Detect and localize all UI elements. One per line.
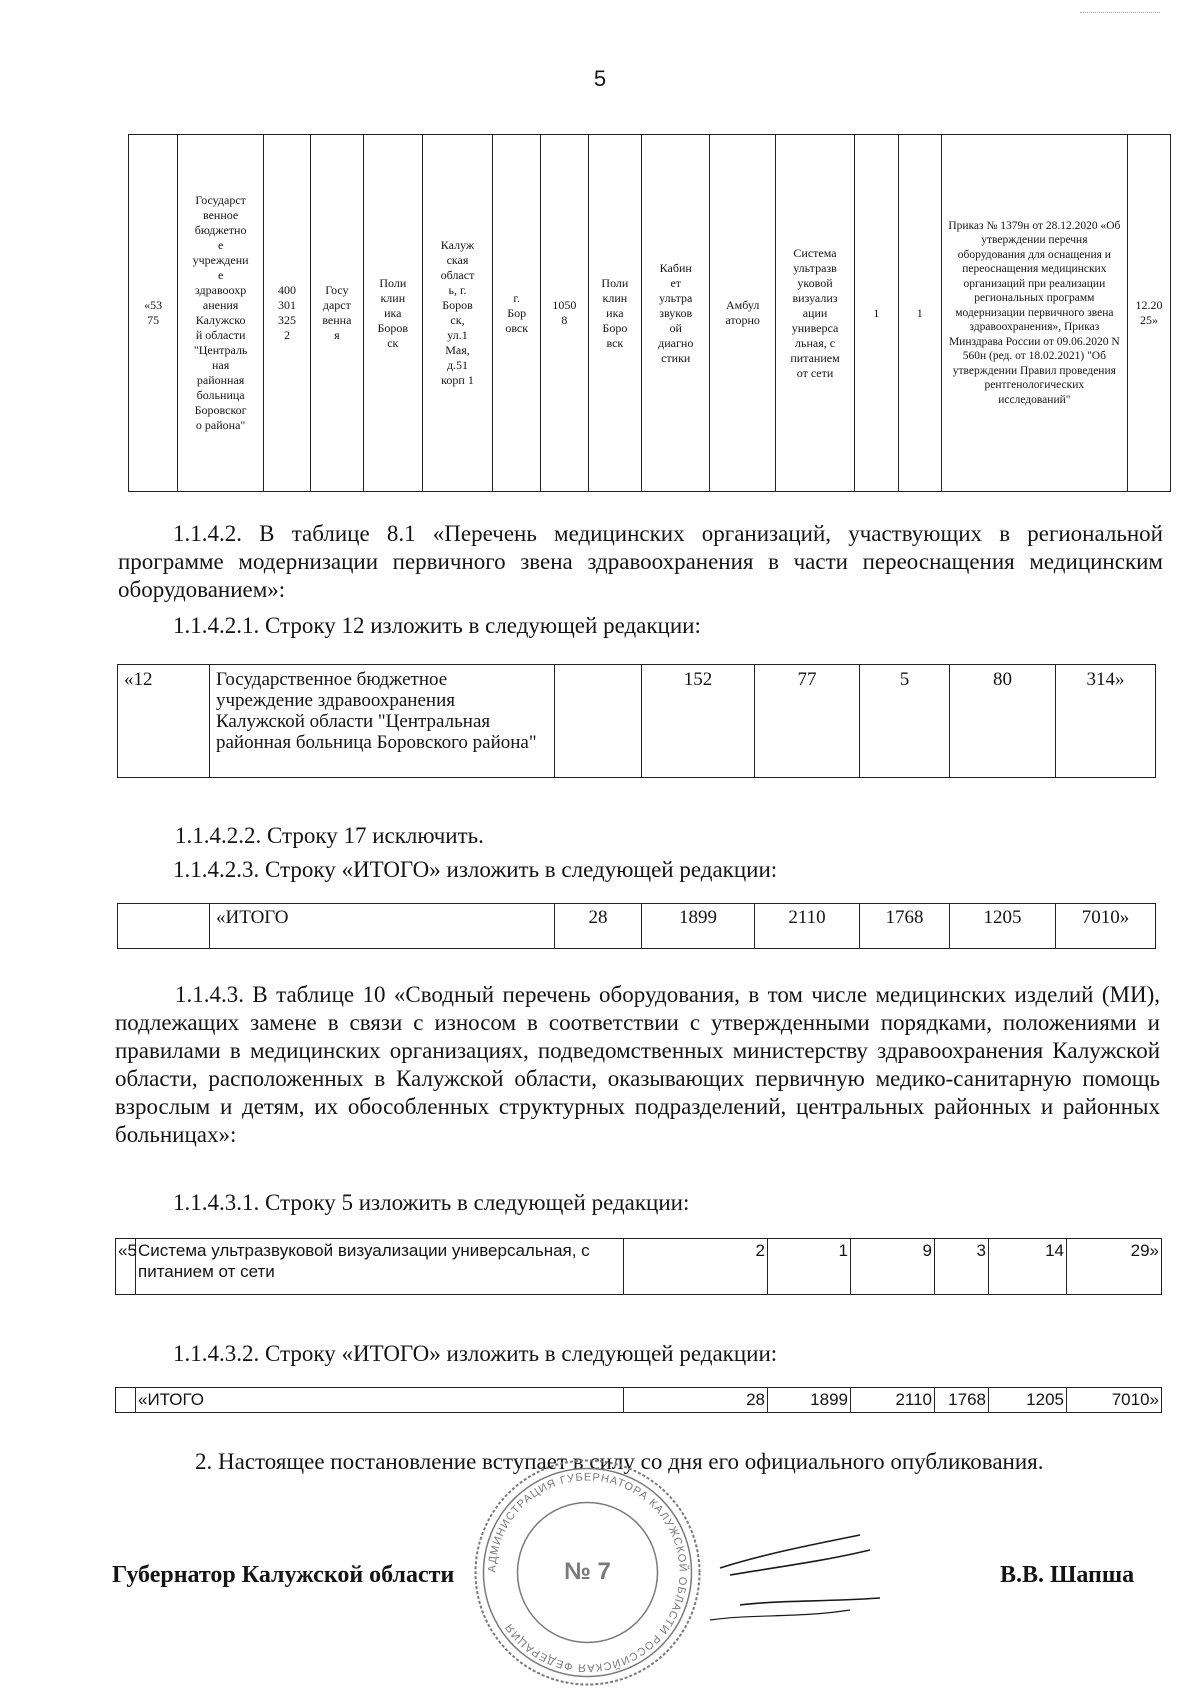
handwritten-signature [700, 1510, 900, 1630]
table-row [118, 665, 1156, 778]
value-cell: 80 [950, 665, 1056, 778]
equipment-cell: Система ультразвуковой визуализации универсальная, с питанием от сети [136, 1239, 624, 1295]
value-cell: 1768 [860, 904, 950, 949]
code-cell: 1050 8 [541, 135, 588, 492]
table-8-1-row-12 [117, 664, 1156, 778]
value-cell: 29» [1067, 1239, 1162, 1295]
organization-cell: Государственное бюджетное учреждение здравоохранения Калужской области "Центральная районная больница Боровского района" [210, 665, 555, 778]
facility-cell: Поли клин ика Боров ск [363, 135, 422, 492]
empty-cell [118, 904, 210, 949]
table-10-total-row [115, 1387, 1162, 1413]
total-label-cell: «ИТОГО [210, 904, 555, 949]
value-cell: 2110 [851, 1388, 935, 1413]
value-cell: 9 [851, 1239, 935, 1295]
value-cell: 2110 [755, 904, 860, 949]
value-cell: 1899 [768, 1388, 851, 1413]
row-number-cell: «53 75 [129, 135, 178, 492]
care-type-cell: Амбул аторно [710, 135, 776, 492]
page-number: 5 [593, 66, 607, 91]
value-cell: 28 [555, 904, 642, 949]
signatory-name: В.В. Шапша [1000, 1562, 1135, 1588]
value-cell: 28 [624, 1388, 768, 1413]
row-number-cell: «12 [118, 665, 210, 778]
address-cell: Калуж ская област ь, г. Боров ск, ул.1 Мая, д.51 корп 1 [422, 135, 492, 492]
official-seal-stamp [470, 1455, 705, 1690]
value-cell: 2 [624, 1239, 768, 1295]
paragraph-1-1-4-3-2: 1.1.4.3.2. Строку «ИТОГО» изложить в следующей редакции: [173, 1341, 778, 1366]
value-cell: 152 [642, 665, 755, 778]
value-cell: 77 [755, 665, 860, 778]
quantity-cell: 1 [898, 135, 941, 492]
scan-artifact [1080, 12, 1160, 15]
row-number-cell: «5 [116, 1239, 136, 1295]
seal-ring-text: АДМИНИСТРАЦИЯ ГУБЕРНАТОРА КАЛУЖСКОЙ ОБЛАСТИ РОССИЙСКАЯ ФЕДЕРАЦИЯ [486, 1471, 689, 1674]
date-cell: 12.20 25» [1128, 135, 1171, 492]
ownership-cell: Госу дарст венна я [311, 135, 364, 492]
paragraph-1-1-4-2: 1.1.4.2. В таблице 8.1 «Перечень медицинских организаций, участвующих в региональной программе модернизации первичного звена здравоохранения в части переоснащения медицинским оборудованием»: [118, 521, 1163, 602]
unit-cell: Поли клин ика Боро вск [588, 135, 642, 492]
value-cell: 5 [860, 665, 950, 778]
signatory-position: Губернатор Калужской области [112, 1562, 455, 1588]
paragraph-2: 2. Настоящее постановление вступает в силу со дня его официального опубликования. [195, 1449, 1044, 1474]
empty-cell [555, 665, 642, 778]
value-cell: 3 [935, 1239, 989, 1295]
equipment-table-row [128, 134, 1171, 492]
equipment-cell: Система ультразв уковой визуализ ации универса льная, с питанием от сети [776, 135, 855, 492]
table-8-1-total-row [117, 903, 1156, 949]
value-cell: 1 [768, 1239, 851, 1295]
value-cell: 7010» [1067, 1388, 1162, 1413]
table-row [129, 135, 1171, 492]
table-row [116, 1388, 1162, 1413]
paragraph-1-1-4-2-2: 1.1.4.2.2. Строку 17 исключить. [175, 823, 484, 848]
order-reference-cell: Приказ № 1379н от 28.12.2020 «Об утверждении перечня оборудования для оснащения и переоснащения медицинских организаций при реализации региональных программ модернизации первичного звена здравоохранения», Приказ Минздрава России от 09.06.2020 N 560н (ред. от 18.02.2021) "Об утверждении Правил проведения рентгенологических исследований" [941, 135, 1127, 492]
inn-cell: 400 301 325 2 [263, 135, 310, 492]
paragraph-1-1-4-2-3: 1.1.4.2.3. Строку «ИТОГО» изложить в следующей редакции: [173, 857, 778, 882]
quantity-cell: 1 [855, 135, 899, 492]
paragraph-1-1-4-3-1: 1.1.4.3.1. Строку 5 изложить в следующей редакции: [173, 1190, 690, 1215]
table-row [118, 904, 1156, 949]
locality-cell: г. Бор овск [493, 135, 541, 492]
value-cell: 7010» [1056, 904, 1156, 949]
table-10-row-5 [115, 1238, 1162, 1295]
paragraph-1-1-4-2-1: 1.1.4.2.1. Строку 12 изложить в следующей редакции: [173, 613, 701, 638]
organization-cell: Государст венное бюджетно е учреждени е здравоохр анения Калужско й области "Централь ная районная больница Боровског о района" [178, 135, 264, 492]
value-cell: 314» [1056, 665, 1156, 778]
paragraph-1-1-4-3: 1.1.4.3. В таблице 10 «Сводный перечень оборудования, в том числе медицинских изделий (МИ), подлежащих замене в связи с износом в соответствии с утвержденными порядками, положениями и правилами в медицинских организациях, подведомственных министерству здравоохранения Калужской области, расположенных в Калужской области, оказывающих первичную медико-санитарную помощь взрослым и детям, их обособленных структурных подразделений, центральных районных и районных больницах»: [115, 982, 1160, 1147]
value-cell: 1205 [989, 1388, 1067, 1413]
table-row [116, 1239, 1162, 1295]
value-cell: 1899 [642, 904, 755, 949]
value-cell: 14 [989, 1239, 1067, 1295]
empty-cell [116, 1388, 136, 1413]
seal-number: № 7 [564, 1558, 611, 1585]
value-cell: 1768 [935, 1388, 989, 1413]
total-label-cell: «ИТОГО [136, 1388, 624, 1413]
value-cell: 1205 [950, 904, 1056, 949]
room-cell: Кабин ет ультра звуков ой диагно стики [642, 135, 710, 492]
